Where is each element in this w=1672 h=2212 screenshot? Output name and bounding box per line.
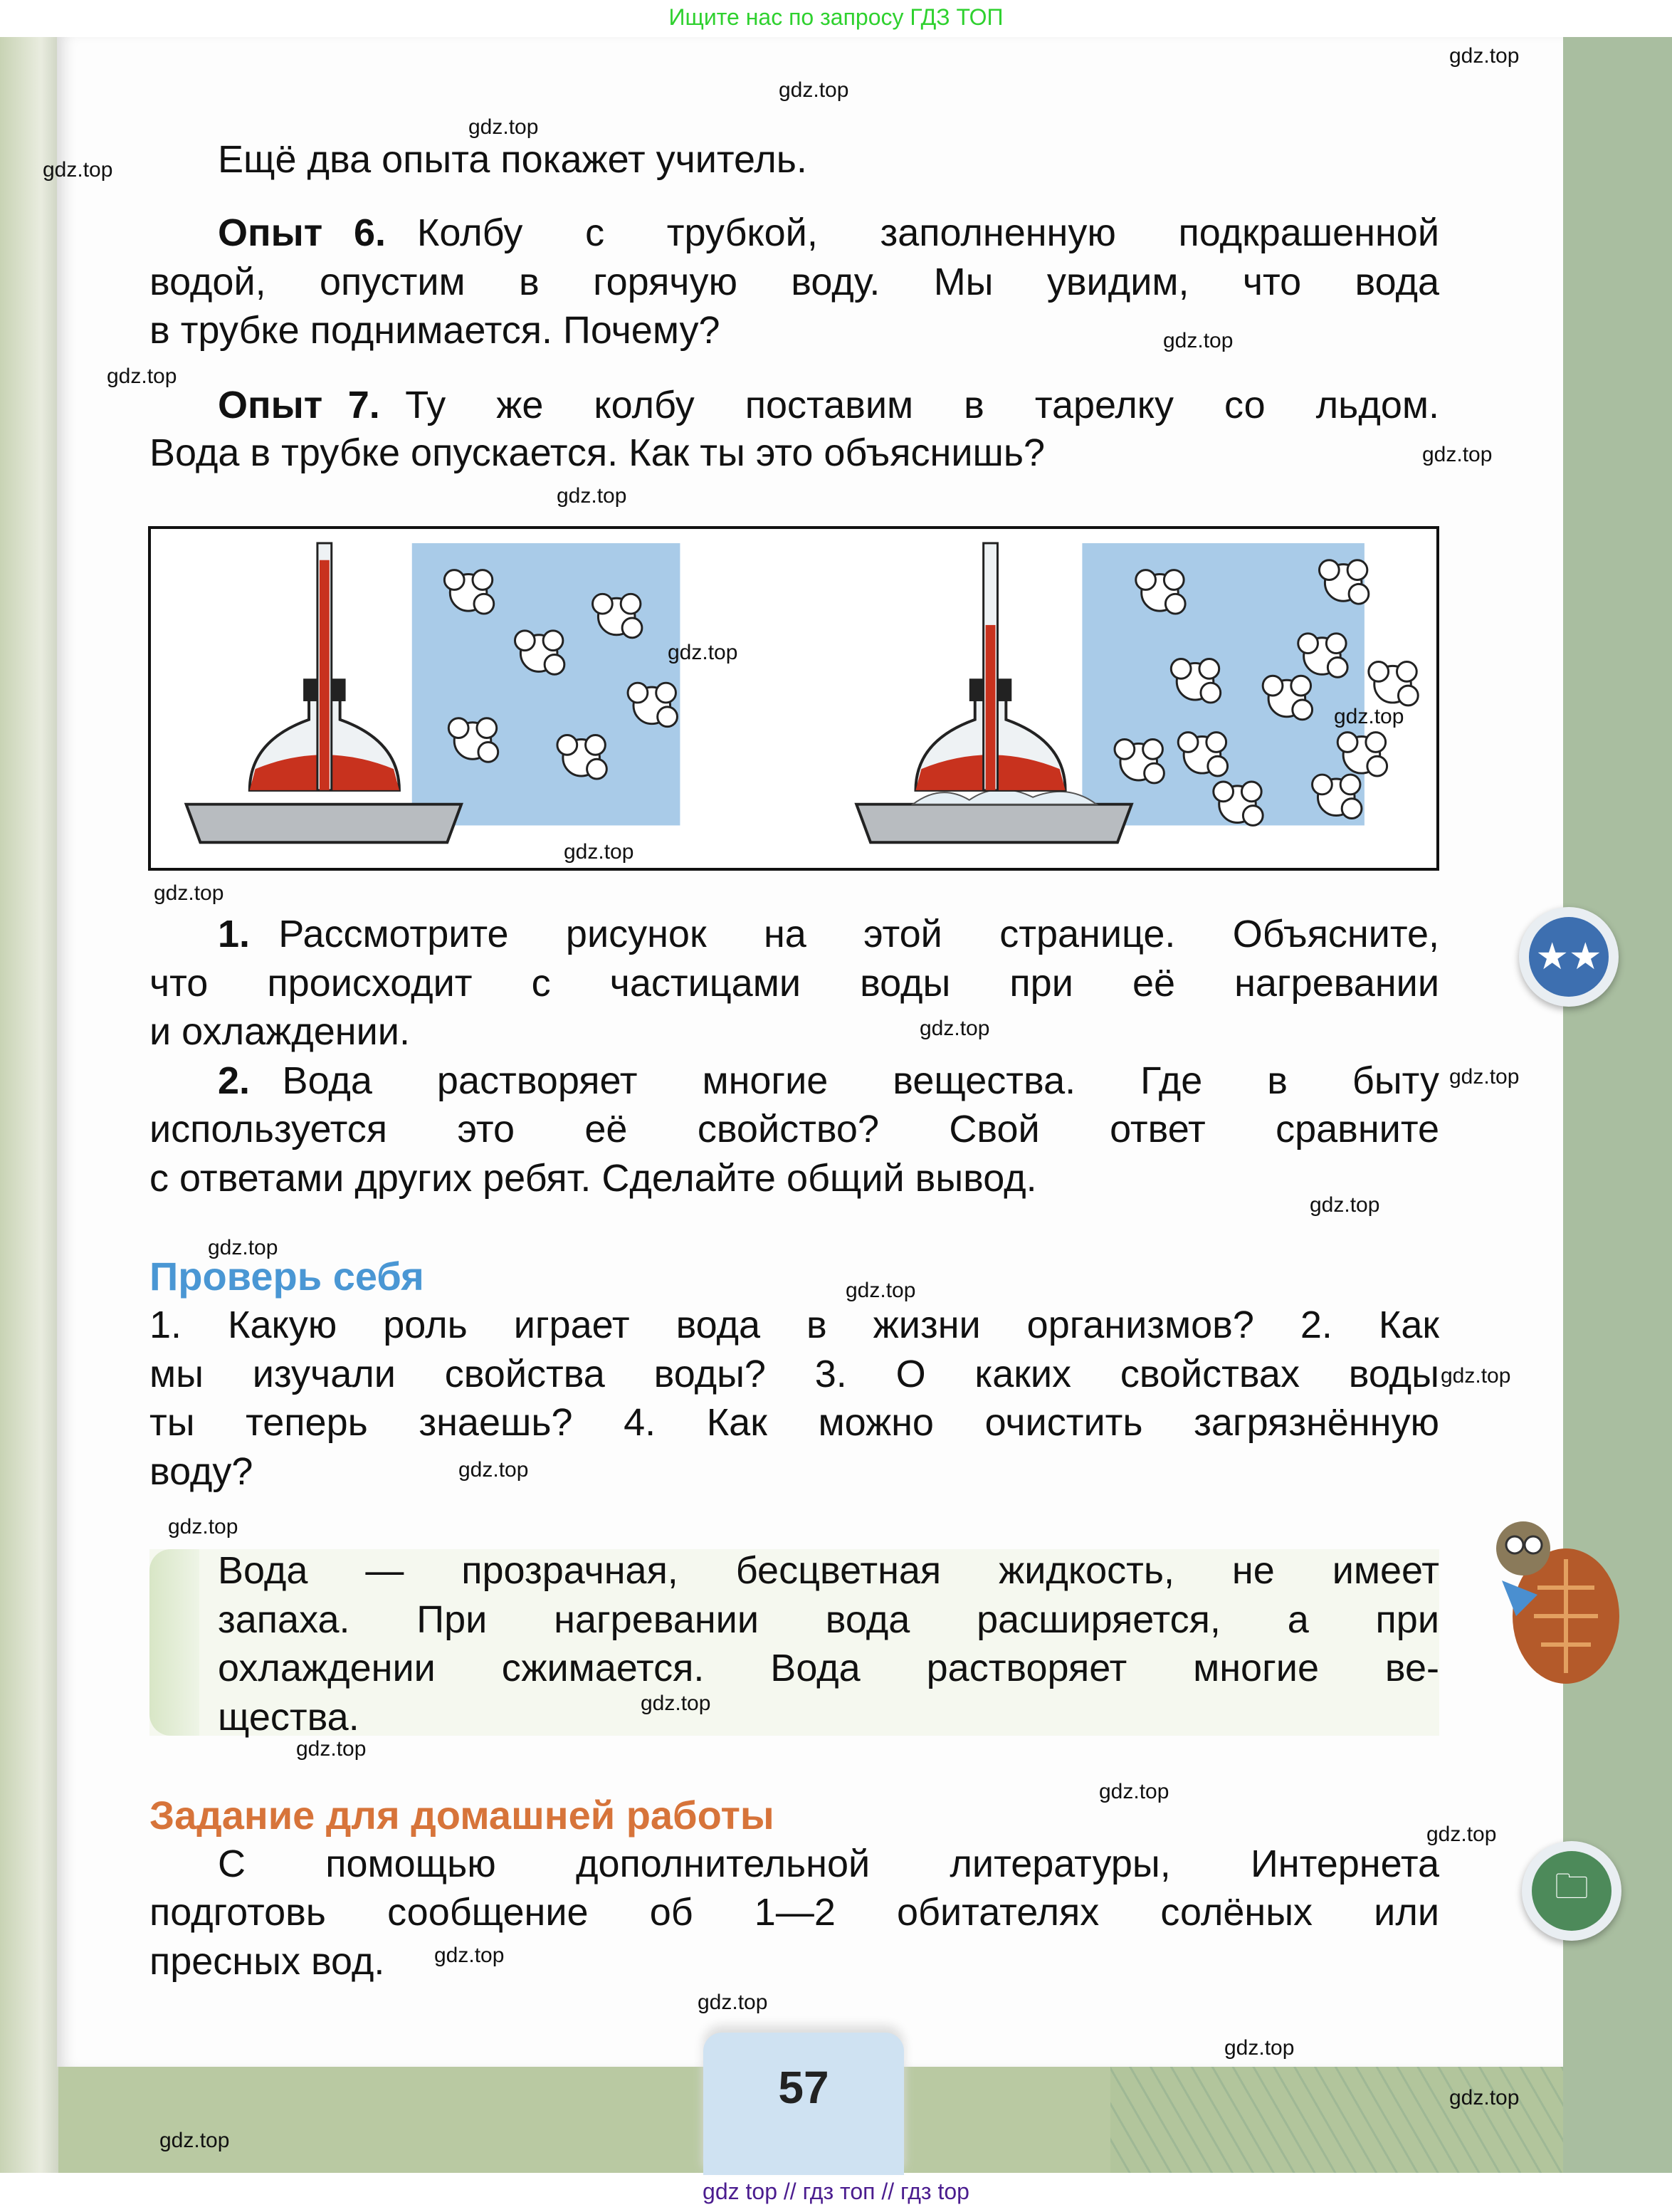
homework-line-1: С помощью дополнительной литературы, Интернета — [218, 1843, 1439, 1885]
page-number: 57 — [778, 2062, 829, 2113]
watermark: gdz.top — [1224, 2036, 1295, 2060]
intro-text: Ещё два опыта покажет учитель. — [218, 138, 807, 181]
task2-line-3: с ответами других ребят. Сделайте общий вывод. — [149, 1157, 1037, 1200]
experiment-illustration — [148, 526, 1439, 871]
watermark: gdz.top — [1449, 44, 1520, 68]
homework-title: Задание для домашней работы — [149, 1793, 774, 1838]
watermark: gdz.top — [564, 840, 634, 864]
watermark: gdz.top — [468, 115, 539, 139]
watermark: gdz.top — [668, 641, 738, 664]
homework-line-3: пресных вод. — [149, 1940, 385, 1983]
watermark: gdz.top — [107, 365, 177, 388]
task2-line-1 — [218, 1057, 1439, 1106]
watermark: gdz.top — [1099, 1780, 1169, 1803]
watermark: gdz.top — [458, 1458, 529, 1482]
dish-with-ice — [856, 804, 1132, 843]
task2-line-2: используется это её свойство? Свой ответ сравните — [149, 1108, 1439, 1150]
watermark: gdz.top — [1163, 329, 1234, 352]
task1-line-1 — [218, 910, 1439, 959]
liquid-column-high — [320, 560, 330, 790]
check-line-3: ты теперь знаешь? 4. Как можно очистить загрязнённую — [149, 1401, 1439, 1444]
add-folder-button[interactable] — [1522, 1841, 1621, 1941]
star-icon: ★★ — [1529, 917, 1609, 997]
rule-line-3: охлаждении сжимается. Вода растворяет многие ве- — [218, 1647, 1439, 1689]
watermark: gdz.top — [1310, 1193, 1380, 1217]
task1-text: Рассмотрите рисунок на этой странице. Объясните, — [278, 913, 1439, 955]
watermark: gdz.top — [557, 484, 627, 508]
homework-line-2: подготовь сообщение об 1—2 обитателях солёных или — [149, 1891, 1439, 1934]
flask-diagram — [151, 529, 1436, 868]
rule-line-2: запаха. При нагревании вода расширяется, а при — [218, 1598, 1439, 1641]
rule-line-4: щества. — [218, 1696, 359, 1739]
watermark: gdz.top — [641, 1692, 711, 1715]
check-line-4: воду? — [149, 1450, 253, 1493]
watermark: gdz.top — [296, 1737, 367, 1761]
watermark: gdz.top — [154, 881, 224, 905]
star-button[interactable] — [1519, 907, 1619, 1007]
watermark: gdz.top — [1449, 2086, 1520, 2109]
task1-number: 1. — [218, 913, 251, 955]
turtle-mascot-icon — [1473, 1509, 1630, 1694]
footer-links[interactable]: gdz top // гдз топ // гдз top — [703, 2179, 969, 2204]
rule-box-stripe — [149, 1549, 199, 1736]
water-particle — [1369, 661, 1418, 705]
task2-number: 2. — [218, 1059, 251, 1102]
watermark: gdz.top — [434, 1944, 505, 1967]
exp6-text: Колбу с трубкой, заполненную подкрашенной — [416, 211, 1439, 254]
watermark: gdz.top — [1334, 705, 1404, 728]
search-banner[interactable]: Ищите нас по запросу ГДЗ ТОП — [668, 4, 1004, 30]
watermark: gdz.top — [1449, 1065, 1520, 1089]
check-line-2: мы изучали свойства воды? 3. О каких свойствах воды — [149, 1353, 1439, 1395]
folder-plus-icon: 🗀 — [1532, 1851, 1611, 1931]
exp6-label: Опыт 6. — [218, 211, 387, 254]
watermark: gdz.top — [168, 1515, 238, 1539]
watermark: gdz.top — [779, 78, 849, 102]
rule-line-1: Вода — прозрачная, бесцветная жидкость, не имеет — [218, 1549, 1439, 1592]
exp7-line-1 — [218, 381, 1439, 430]
watermark: gdz.top — [846, 1279, 916, 1302]
exp6-line-1 — [218, 209, 1439, 258]
check-line-1: 1. Какую роль играет вода в жизни организмов? 2. Как — [149, 1304, 1439, 1346]
watermark: gdz.top — [159, 2129, 230, 2152]
watermark: gdz.top — [698, 1991, 768, 2014]
liquid-column-low — [986, 625, 996, 790]
watermark: gdz.top — [1422, 443, 1493, 466]
exp7-line-2: Вода в трубке опускается. Как ты это объяснишь? — [149, 431, 1046, 474]
exp6-line-2: водой, опустим в горячую воду. Мы увидим, что вода — [149, 261, 1439, 303]
check-yourself-title: Проверь себя — [149, 1254, 424, 1299]
exp6-line-3: в трубке поднимается. Почему? — [149, 309, 720, 352]
exp7-label: Опыт 7. — [218, 384, 380, 426]
task1-line-2: что происходит с частицами воды при её нагревании — [149, 962, 1439, 1005]
watermark: gdz.top — [920, 1017, 990, 1040]
dish — [186, 804, 462, 843]
task2-text: Вода растворяет многие вещества. Где в быту — [282, 1059, 1439, 1102]
watermark: gdz.top — [208, 1236, 278, 1259]
watermark: gdz.top — [1426, 1823, 1497, 1846]
watermark: gdz.top — [43, 158, 113, 182]
exp7-text: Ту же колбу поставим в тарелку со льдом. — [405, 384, 1439, 426]
book-spine — [0, 37, 58, 2173]
watermark: gdz.top — [1441, 1364, 1511, 1388]
task1-line-3: и охлаждении. — [149, 1010, 410, 1053]
